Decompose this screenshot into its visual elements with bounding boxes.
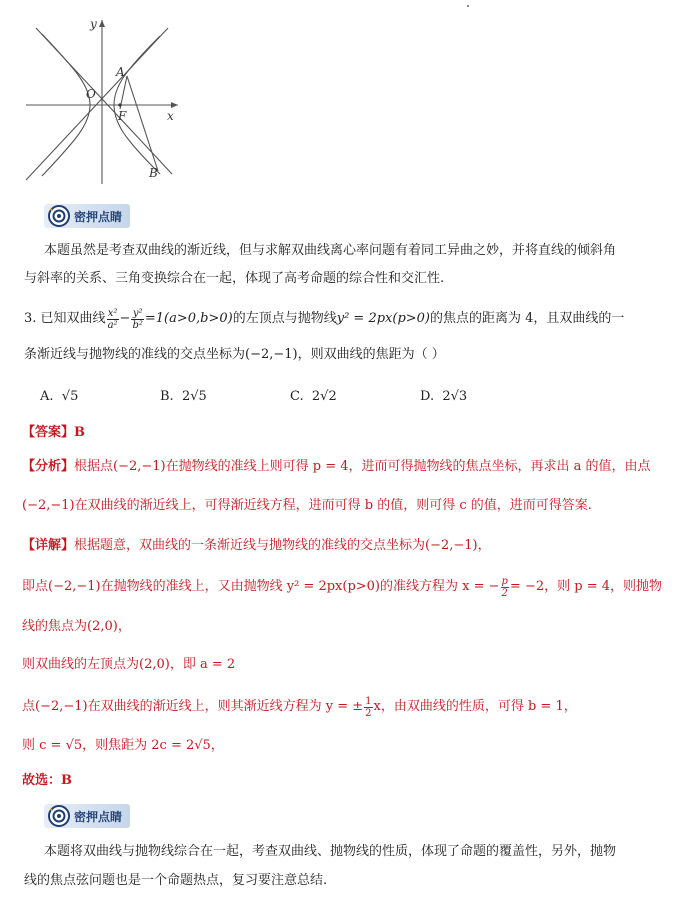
option-b[interactable]: [160, 388, 207, 406]
focus-point: [118, 103, 121, 106]
fraction-1-2: [364, 696, 372, 719]
analysis-text-1: 根据点(−2,−1)在抛物线的准线上则可得 p = 4，进而可得抛物线的焦点坐标，再求出 a 的值，由点: [74, 459, 651, 474]
answer-line: [22, 424, 85, 442]
minus-sign: −: [119, 311, 131, 326]
label-a: A: [116, 65, 125, 79]
analysis-line-2: (−2,−1)在双曲线的渐近线上，可得渐近线方程，进而可得 b 的值，则可得 c 的值，进而可得答案.: [22, 498, 592, 513]
detail-line-5: [22, 690, 577, 724]
key-point-badge-2: [44, 804, 130, 828]
option-label: A.: [40, 389, 54, 404]
commentary-1-line-2: 与斜率的关系、三角变换综合在一起，体现了高考命题的综合性和交汇性.: [24, 271, 445, 286]
option-a[interactable]: [40, 388, 78, 406]
fraction-y2-b2: [131, 308, 143, 331]
label-o: O: [86, 87, 96, 101]
detail-tag: 【详解】: [22, 538, 75, 553]
detail-text-2a: 即点(−2,−1)在抛物线的准线上，又由抛物线 y² = 2px(p>0)的准线方程为 x = −: [22, 579, 500, 594]
detail-text-2b: = −2，则 p = 4，则抛物: [509, 579, 662, 594]
commentary-2-line-2: 线的焦点弦问题也是一个命题热点，复习要注意总结.: [24, 873, 328, 888]
hyperbola-figure: [20, 14, 185, 186]
label-y: y: [90, 17, 97, 31]
frac-num: x²: [107, 307, 118, 319]
answer-value: B: [74, 425, 86, 440]
speck: [467, 5, 469, 7]
option-value: 2√5: [181, 389, 207, 404]
line-ab: [127, 76, 158, 171]
fraction-p-2: [501, 576, 509, 599]
asymptote-1: [26, 28, 168, 180]
frac-den: b²: [132, 319, 143, 331]
detail-text-5a: 点(−2,−1)在双曲线的渐近线上，则其渐近线方程为 y = ±: [22, 699, 364, 714]
y-arrow: [99, 20, 105, 27]
detail-line-3: 线的焦点为(2,0)，: [22, 619, 131, 634]
frac-num: y²: [132, 307, 143, 319]
question-text-2: 的左顶点与抛物线: [232, 311, 337, 326]
detail-line-1: [22, 537, 491, 555]
label-b: B: [149, 166, 158, 180]
x-arrow: [171, 102, 178, 108]
detail-text-5b: x，由双曲线的性质，可得 b = 1，: [373, 699, 577, 714]
label-x: x: [167, 109, 174, 123]
detail-line-2: [22, 570, 662, 604]
option-c[interactable]: [290, 388, 337, 406]
fraction-x2-a2: [107, 308, 119, 331]
detail-line-6: 则 c = √5，则焦距为 2c = 2√5，: [22, 738, 224, 753]
frac-den: 2: [501, 587, 508, 599]
question-text-1: 已知双曲线: [40, 311, 106, 326]
commentary-1-line-1: 本题虽然是考查双曲线的渐近线，但与求解双曲线离心率问题有着同工异曲之妙，并将直线的倾斜角: [44, 243, 617, 258]
badge-label: 密押点睛: [74, 809, 123, 824]
target-icon: [48, 205, 70, 227]
answer-tag: 【答案】: [22, 425, 75, 440]
badge-label: 密押点睛: [74, 209, 123, 224]
option-label: C.: [290, 389, 304, 404]
question-text-3: 的焦点的距离为 4，且双曲线的一: [430, 311, 625, 326]
frac-num: 1: [365, 695, 372, 707]
option-value: 2√2: [311, 389, 337, 404]
option-d[interactable]: [420, 388, 467, 406]
detail-text-1: 根据题意，双曲线的一条渐近线与抛物线的准线的交点坐标为(−2,−1)，: [74, 538, 491, 553]
target-icon: [48, 805, 70, 827]
detail-line-7: 故选：B: [22, 773, 72, 788]
question-number: 3.: [24, 311, 37, 326]
parabola-equation: y² = 2px(p>0): [336, 311, 431, 326]
frac-num: p: [501, 575, 508, 587]
option-label: D.: [420, 389, 435, 404]
option-value: √5: [61, 389, 79, 404]
label-f: F: [118, 109, 127, 123]
question-line-1: [24, 302, 624, 336]
analysis-line-1: [22, 458, 651, 476]
frac-den: a²: [107, 319, 118, 331]
analysis-tag: 【分析】: [22, 459, 75, 474]
frac-den: 2: [365, 707, 372, 719]
hyperbola-condition: =1(a>0,b>0): [144, 311, 233, 326]
option-label: B.: [160, 389, 174, 404]
option-value: 2√3: [442, 389, 468, 404]
detail-line-4: 则双曲线的左顶点为(2,0)，即 a = 2: [22, 657, 236, 672]
key-point-badge: [44, 204, 130, 228]
question-line-2: 条渐近线与抛物线的准线的交点坐标为(−2,−1)，则双曲线的焦距为（ ）: [24, 347, 445, 362]
commentary-2-line-1: 本题将双曲线与抛物线综合在一起，考查双曲线、抛物线的性质，体现了命题的覆盖性，另外，抛物: [44, 844, 617, 859]
